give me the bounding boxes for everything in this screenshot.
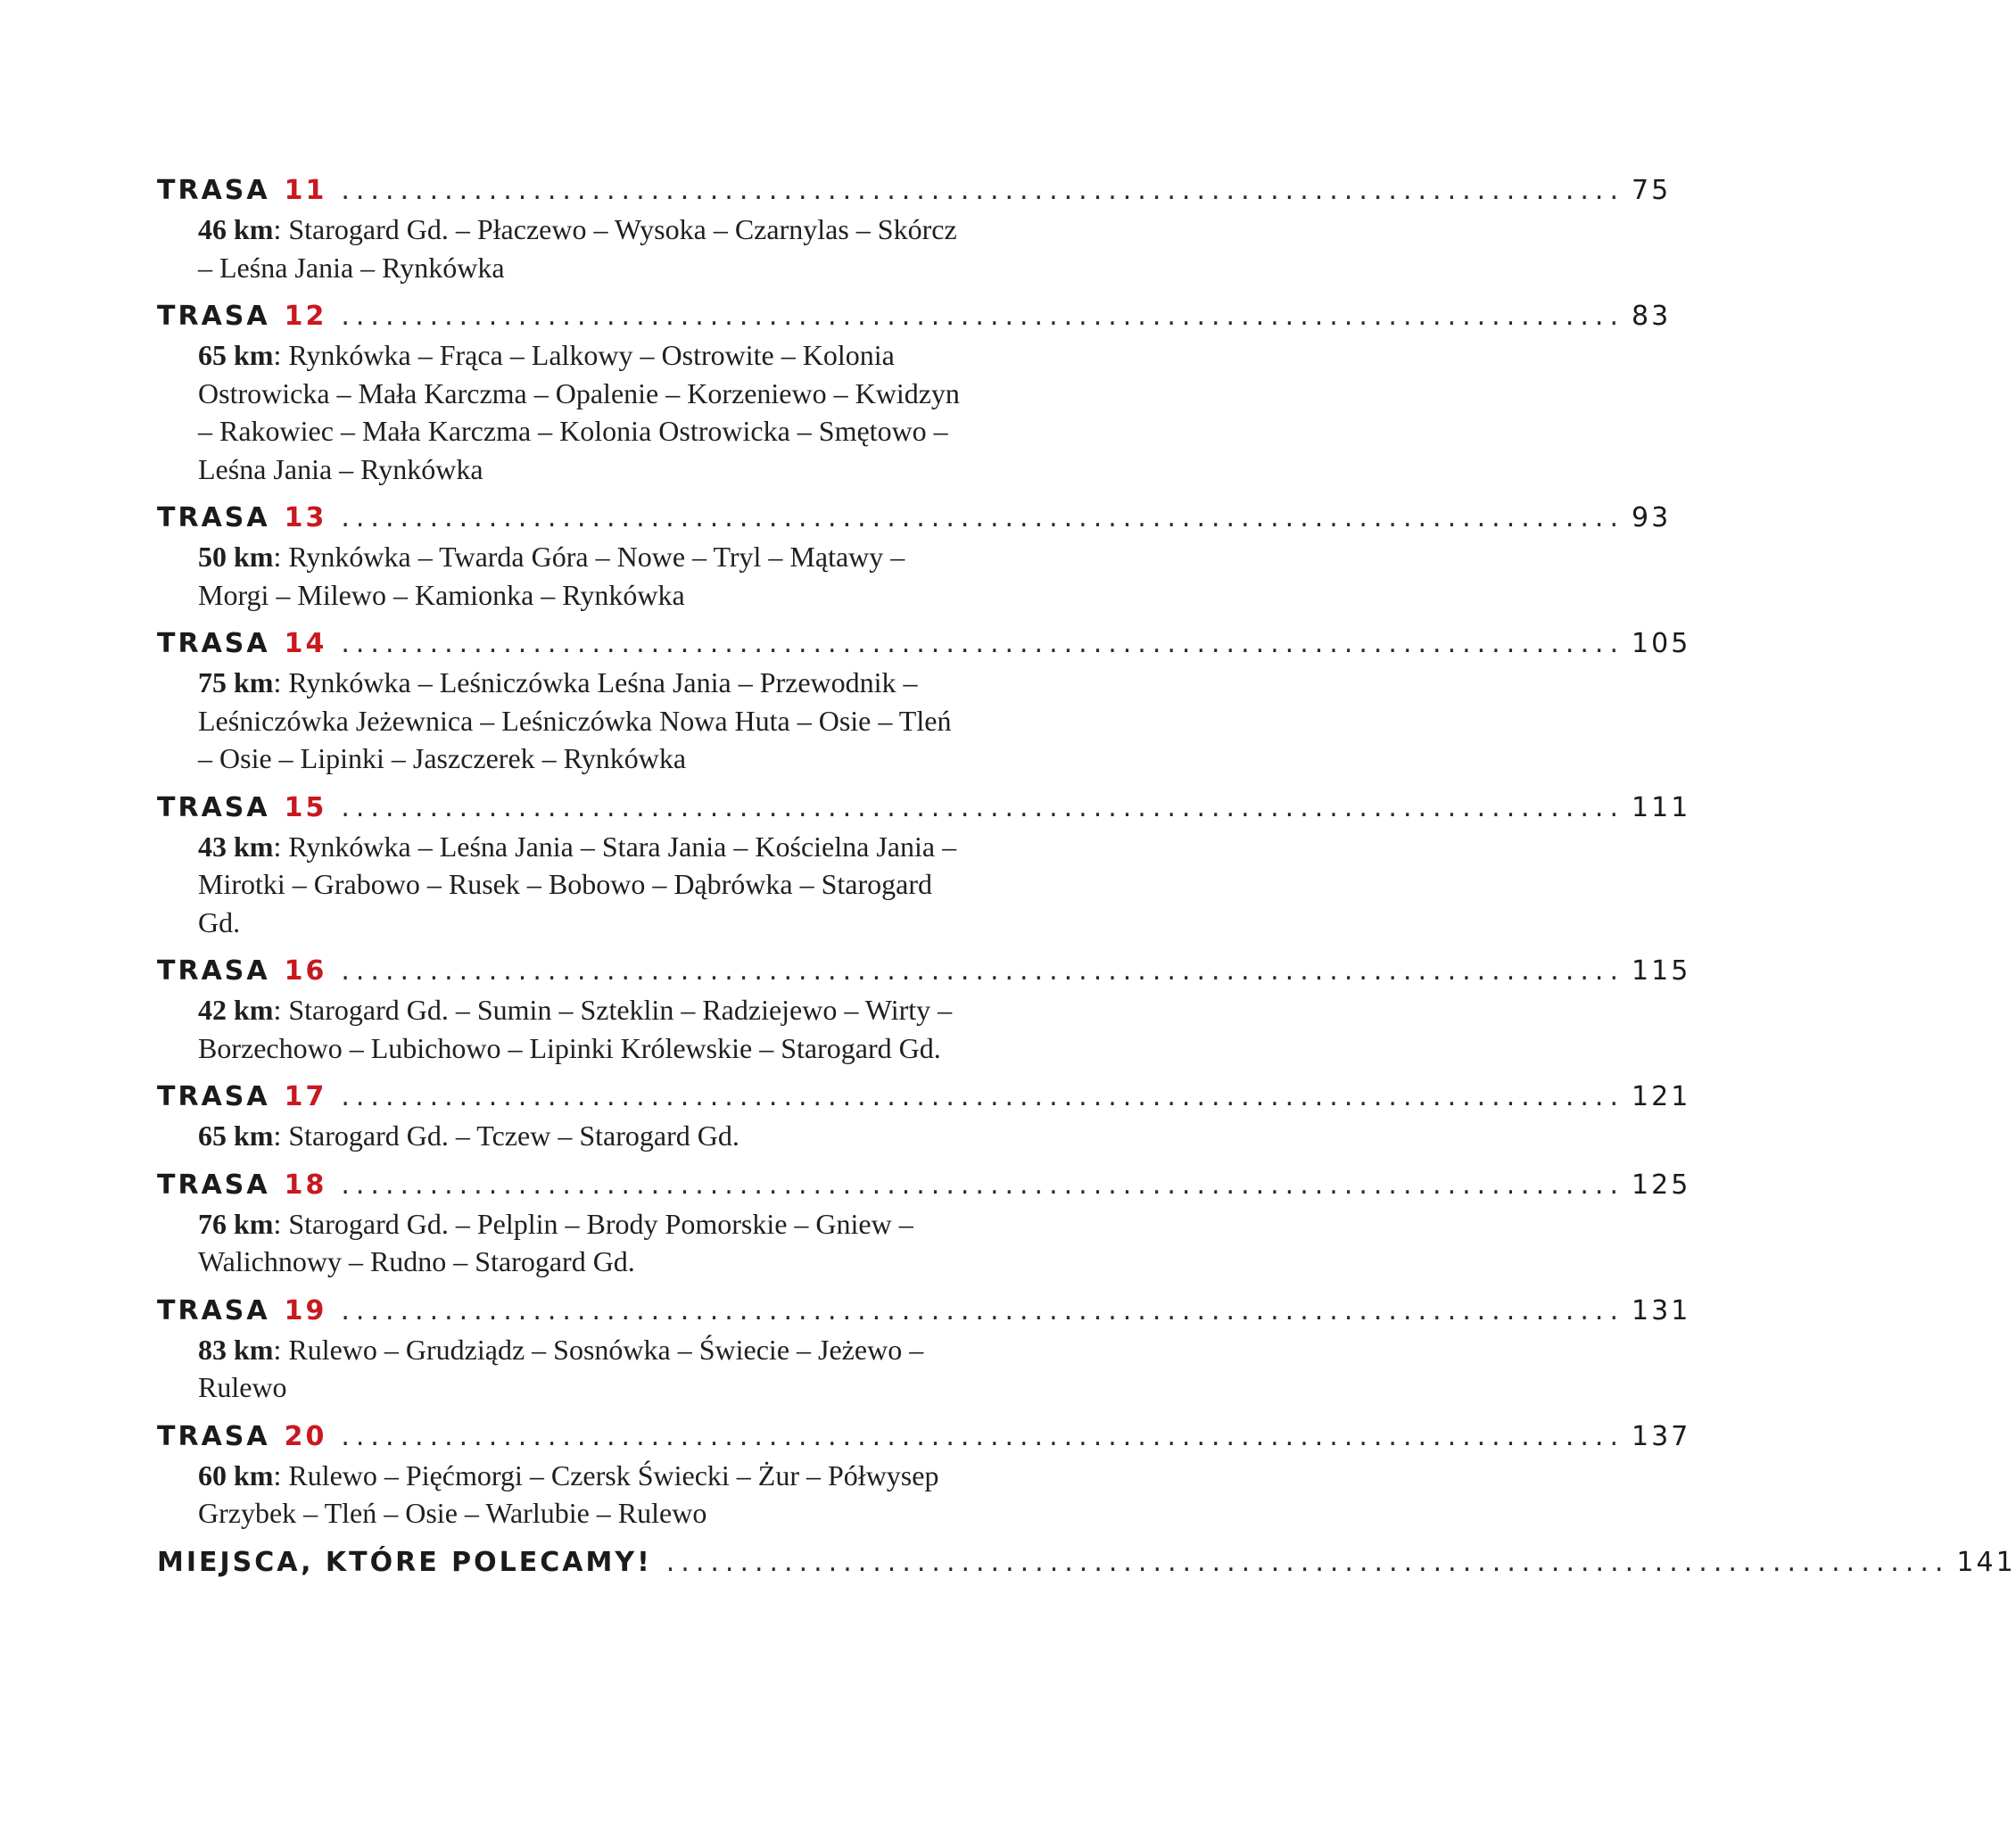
- route-stops: : Rynkówka – Frąca – Lalkowy – Ostrowite – Kolonia Ostrowicka – Mała Karczma – Opalenie – Korzeniewo – Kwidzyn – Rakowiec – Mała Karczma – Kolonia Ostrowicka – Smętowo – Leśna Jania – Rynkówka: [198, 339, 960, 485]
- dot-leader: .......................................................................................: [341, 628, 1625, 659]
- dot-leader: .......................................................................................: [341, 175, 1625, 206]
- route-description: [198, 336, 965, 488]
- dot-leader: .......................................................................................: [341, 1294, 1625, 1326]
- route-label: TRASA: [157, 1420, 270, 1452]
- route-distance: 65 km: [198, 1120, 274, 1152]
- route-description: [198, 991, 965, 1067]
- dot-leader: .......................................................................................: [341, 955, 1625, 987]
- dot-leader: .......................................................................................: [341, 301, 1625, 332]
- route-distance: 75 km: [198, 666, 274, 698]
- toc-entry-trasa-20[interactable]: [157, 1417, 1691, 1533]
- route-distance: 76 km: [198, 1207, 274, 1240]
- toc-entry-heading: [157, 297, 1672, 336]
- route-stops: : Starogard Gd. – Płaczewo – Wysoka – Czarnylas – Skórcz – Leśna Jania – Rynkówka: [198, 213, 957, 284]
- toc-entry-heading: [157, 499, 1672, 538]
- route-distance: 42 km: [198, 994, 274, 1026]
- toc-entry-trasa-18[interactable]: [157, 1166, 1691, 1281]
- page-number: 105: [1632, 628, 1691, 659]
- route-label: TRASA: [157, 1169, 270, 1201]
- route-label: TRASA: [157, 1081, 270, 1112]
- toc-entry-heading: [157, 1078, 1691, 1117]
- route-description: [198, 1117, 965, 1155]
- toc-entry-trasa-15[interactable]: [157, 789, 1691, 942]
- toc-entry-recommended-places[interactable]: [157, 1543, 2016, 1582]
- toc-entry-heading: [157, 789, 1691, 828]
- toc-entry-heading: [157, 1543, 2016, 1582]
- toc-entry-trasa-11[interactable]: [157, 171, 1672, 286]
- route-number: 15: [284, 791, 327, 823]
- route-description: [198, 211, 965, 286]
- route-label: TRASA: [157, 502, 270, 533]
- dot-leader: .......................................................................................: [341, 791, 1625, 823]
- toc-entry-heading: [157, 171, 1672, 211]
- route-number: 11: [284, 175, 327, 206]
- toc-entry-heading: [157, 1166, 1691, 1205]
- route-distance: 43 km: [198, 830, 274, 863]
- route-number: 13: [284, 502, 327, 533]
- route-description: [198, 1457, 965, 1533]
- route-stops: : Starogard Gd. – Sumin – Szteklin – Radziejewo – Wirty – Borzechowo – Lubichowo – Lipinki Królewskie – Starogard Gd.: [198, 994, 953, 1064]
- route-number: 19: [284, 1294, 327, 1326]
- dot-leader: .......................................................................................: [341, 1169, 1625, 1201]
- toc-entry-heading: [157, 624, 1691, 664]
- route-number: 12: [284, 301, 327, 332]
- route-distance: 65 km: [198, 339, 274, 371]
- route-number: 18: [284, 1169, 327, 1201]
- route-stops: : Rynkówka – Leśniczówka Leśna Jania – Przewodnik – Leśniczówka Jeżewnica – Leśniczówka Nowa Huta – Osie – Tleń – Osie – Lipinki – Jaszczerek – Rynkówka: [198, 666, 952, 774]
- route-number: 16: [284, 955, 327, 987]
- page-number: 83: [1632, 301, 1672, 332]
- page-number: 141: [1956, 1546, 2016, 1578]
- route-description: [198, 828, 965, 942]
- route-distance: 50 km: [198, 541, 274, 573]
- page-number: 111: [1632, 791, 1691, 823]
- toc-entry-heading: [157, 1417, 1691, 1457]
- route-label: TRASA: [157, 301, 270, 332]
- table-of-contents: [157, 171, 2016, 1593]
- route-description: [198, 1331, 965, 1407]
- toc-entry-heading: [157, 1292, 1691, 1331]
- route-stops: : Rynkówka – Twarda Góra – Nowe – Tryl – Mątawy – Morgi – Milewo – Kamionka – Rynkówka: [198, 541, 905, 611]
- route-label: TRASA: [157, 791, 270, 823]
- dot-leader: .......................................................................................: [665, 1546, 1950, 1578]
- route-description: [198, 1205, 965, 1281]
- route-distance: 83 km: [198, 1333, 274, 1366]
- route-label: TRASA: [157, 1294, 270, 1326]
- toc-entry-trasa-19[interactable]: [157, 1292, 1691, 1407]
- toc-entry-trasa-14[interactable]: [157, 624, 1691, 778]
- section-title: MIEJSCA, KTÓRE POLECAMY!: [157, 1546, 652, 1578]
- dot-leader: .......................................................................................: [341, 502, 1625, 533]
- page-number: 121: [1632, 1081, 1691, 1112]
- toc-entry-heading: [157, 952, 1691, 991]
- route-stops: : Starogard Gd. – Pelplin – Brody Pomorskie – Gniew – Walichnowy – Rudno – Starogard Gd.: [198, 1207, 913, 1277]
- page-number: 131: [1632, 1294, 1691, 1326]
- route-distance: 60 km: [198, 1458, 274, 1491]
- route-distance: 46 km: [198, 213, 274, 245]
- toc-entry-trasa-16[interactable]: [157, 952, 1691, 1067]
- toc-entry-trasa-17[interactable]: [157, 1078, 1691, 1155]
- route-description: [198, 664, 965, 778]
- dot-leader: .......................................................................................: [341, 1420, 1625, 1452]
- route-stops: : Rulewo – Grudziądz – Sosnówka – Świecie – Jeżewo – Rulewo: [198, 1333, 924, 1403]
- toc-entry-trasa-13[interactable]: [157, 499, 1672, 614]
- route-number: 20: [284, 1420, 327, 1452]
- page-number: 137: [1632, 1420, 1691, 1452]
- route-label: TRASA: [157, 955, 270, 987]
- route-number: 17: [284, 1081, 327, 1112]
- route-label: TRASA: [157, 628, 270, 659]
- page-number: 115: [1632, 955, 1691, 987]
- route-description: [198, 538, 965, 614]
- dot-leader: .......................................................................................: [341, 1081, 1625, 1112]
- route-label: TRASA: [157, 175, 270, 206]
- toc-entry-trasa-12[interactable]: [157, 297, 1672, 488]
- route-number: 14: [284, 628, 327, 659]
- page-number: 93: [1632, 502, 1672, 533]
- route-stops: : Rynkówka – Leśna Jania – Stara Jania – Kościelna Jania – Mirotki – Grabowo – Rusek – Bobowo – Dąbrówka – Starogard Gd.: [198, 830, 957, 938]
- page-number: 125: [1632, 1169, 1691, 1201]
- route-stops: : Starogard Gd. – Tczew – Starogard Gd.: [273, 1120, 739, 1152]
- route-stops: : Rulewo – Pięćmorgi – Czersk Świecki – Żur – Półwysep Grzybek – Tleń – Osie – Warlubie – Rulewo: [198, 1458, 939, 1529]
- page-number: 75: [1632, 175, 1672, 206]
